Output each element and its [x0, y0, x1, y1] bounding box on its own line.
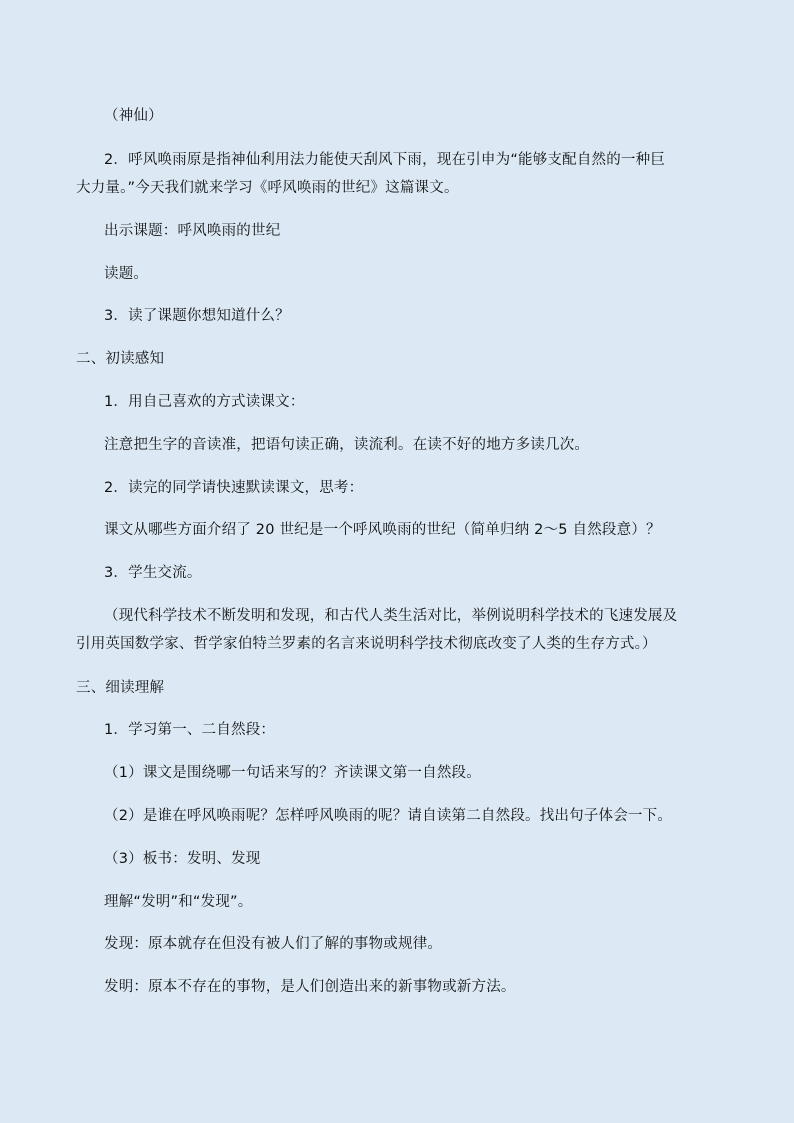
paragraph-pronunciation: 注意把生字的音读准，把语句读正确，读流利。在读不好的地方多读几次。	[104, 437, 590, 453]
paragraph-3-question: 3．读了课题你想知道什么？	[104, 308, 290, 324]
paragraph-item-3: （3）板书：发明、发现	[104, 851, 261, 867]
paragraph-question-aspects: 课文从哪些方面介绍了 20 世纪是一个呼风唤雨的世纪（简单归纳 2～5 自然段意）？	[104, 522, 661, 538]
paragraph-summary-line-2: 引用英国数学家、哲学家伯特兰罗素的名言来说明科学技术彻底改变了人类的生存方式。）	[76, 636, 657, 652]
paragraph-discovery: 发现：原本就存在但没有被人们了解的事物或规律。	[104, 936, 443, 952]
paragraph-2-line-2: 大力量。”今天我们就来学习《呼风唤雨的世纪》这篇课文。	[76, 180, 459, 196]
paragraph-item-2: （2）是谁在呼风唤雨呢？怎样呼风唤雨的呢？请自读第二自然段。找出句子体会一下。	[104, 808, 673, 824]
paragraph-2-line-1: 2．呼风唤雨原是指神仙利用法力能使天刮风下雨，现在引申为“能够支配自然的一种巨	[104, 152, 666, 168]
section-heading-close-reading: 三、细读理解	[76, 680, 165, 696]
paragraph-show-title: 出示课题：呼风唤雨的世纪	[104, 223, 281, 239]
paragraph-item-1: （1）课文是围绕哪一句话来写的？齐读课文第一自然段。	[104, 765, 481, 781]
paragraph-read-title: 读题。	[104, 266, 149, 282]
paragraph-3-exchange: 3．学生交流。	[104, 565, 202, 581]
paragraph-understand: 理解“发明”和“发现”。	[104, 894, 253, 910]
paragraph-2-silent-read: 2．读完的同学请快速默读课文，思考：	[104, 480, 364, 496]
paragraph-shenxian: （神仙）	[104, 108, 163, 124]
paragraph-invention: 发明：原本不存在的事物，是人们创造出来的新事物或新方法。	[104, 979, 516, 995]
paragraph-1-study: 1．学习第一、二自然段：	[104, 722, 276, 738]
paragraph-summary-line-1: （现代科学技术不断发明和发现，和古代人类生活对比，举例说明科学技术的飞速发展及	[104, 608, 678, 624]
paragraph-1-read: 1．用自己喜欢的方式读课文：	[104, 394, 305, 410]
section-heading-first-reading: 二、初读感知	[76, 351, 165, 367]
